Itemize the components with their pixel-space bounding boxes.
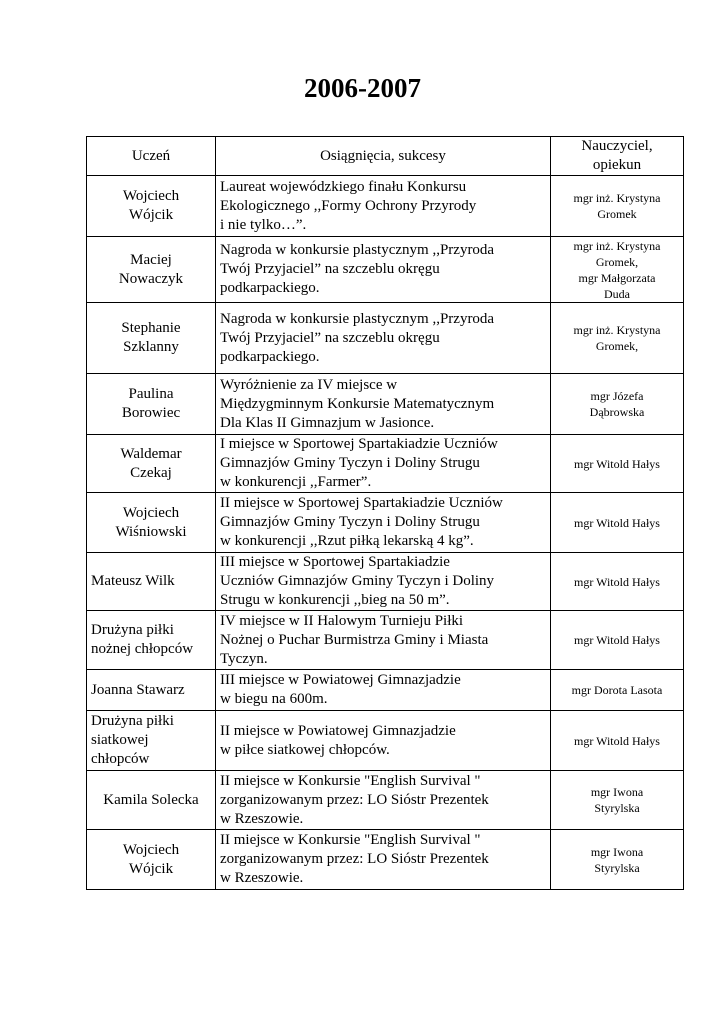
achievement-text: III miejsce w Powiatowej Gimnazjadzie w biegu na 600m. [216,670,551,711]
teacher-name: mgr Witold Hałys [551,493,684,553]
student-name: Maciej Nowaczyk [87,237,216,303]
table-row [87,493,684,553]
teacher-name: mgr Dorota Lasota [551,670,684,711]
achievement-text: Nagroda w konkursie plastycznym ,,Przyroda Twój Przyjaciel” na szczeblu okręgu podkarpackiego. [216,237,551,303]
table-row [87,374,684,435]
teacher-name: mgr inż. Krystyna Gromek, mgr Małgorzata Duda [551,237,684,303]
achievement-text: Wyróżnienie za IV miejsce w Międzygminnym Konkursie Matematycznym Dla Klas II Gimnazjum w Jasionce. [216,374,551,435]
achievements-table [86,136,684,890]
student-name: Joanna Stawarz [87,670,216,711]
teacher-name: mgr Witold Hałys [551,435,684,493]
table-row [87,553,684,611]
table-row [87,611,684,670]
student-name: Stephanie Szklanny [87,303,216,374]
teacher-name: mgr Iwona Styrylska [551,771,684,830]
table-row [87,771,684,830]
header-teacher: Nauczyciel, opiekun [551,137,684,176]
teacher-name: mgr Witold Hałys [551,611,684,670]
achievement-text: II miejsce w Konkursie "English Survival " zorganizowanym przez: LO Sióstr Prezentek w Rzeszowie. [216,771,551,830]
table-header-row [87,137,684,176]
table-row [87,176,684,237]
header-student: Uczeń [87,137,216,176]
page-title: 2006-2007 [304,73,421,103]
student-name: Wojciech Wiśniowski [87,493,216,553]
teacher-name: mgr Witold Hałys [551,711,684,771]
student-name: Paulina Borowiec [87,374,216,435]
table-row [87,830,684,890]
table-row [87,711,684,771]
achievement-text: I miejsce w Sportowej Spartakiadzie Uczniów Gimnazjów Gminy Tyczyn i Doliny Strugu w konkurencji ,,Farmer”. [216,435,551,493]
student-name: Mateusz Wilk [87,553,216,611]
table-row [87,303,684,374]
teacher-name: mgr Witold Hałys [551,553,684,611]
achievement-text: II miejsce w Sportowej Spartakiadzie Uczniów Gimnazjów Gminy Tyczyn i Doliny Strugu w konkurencji ,,Rzut piłką lekarską 4 kg”. [216,493,551,553]
achievement-text: Nagroda w konkursie plastycznym ,,Przyroda Twój Przyjaciel” na szczeblu okręgu podkarpackiego. [216,303,551,374]
achievement-text: II miejsce w Powiatowej Gimnazjadzie w piłce siatkowej chłopców. [216,711,551,771]
teacher-name: mgr Józefa Dąbrowska [551,374,684,435]
teacher-name: mgr inż. Krystyna Gromek [551,176,684,237]
table-row [87,237,684,303]
achievement-text: IV miejsce w II Halowym Turnieju Piłki Nożnej o Puchar Burmistrza Gminy i Miasta Tyczyn. [216,611,551,670]
student-name: Drużyna piłki nożnej chłopców [87,611,216,670]
student-name: Wojciech Wójcik [87,830,216,890]
teacher-name: mgr inż. Krystyna Gromek, [551,303,684,374]
student-name: Waldemar Czekaj [87,435,216,493]
student-name: Drużyna piłki siatkowej chłopców [87,711,216,771]
achievement-text: III miejsce w Sportowej Spartakiadzie Uczniów Gimnazjów Gminy Tyczyn i Doliny Strugu w konkurencji ,,bieg na 50 m”. [216,553,551,611]
header-achievements: Osiągnięcia, sukcesy [216,137,551,176]
student-name: Kamila Solecka [87,771,216,830]
teacher-name: mgr Iwona Styrylska [551,830,684,890]
achievement-text: II miejsce w Konkursie "English Survival " zorganizowanym przez: LO Sióstr Prezentek w Rzeszowie. [216,830,551,890]
student-name: Wojciech Wójcik [87,176,216,237]
table-row [87,670,684,711]
achievement-text: Laureat wojewódzkiego finału Konkursu Ekologicznego ,,Formy Ochrony Przyrody i nie tylko…”. [216,176,551,237]
table-row [87,435,684,493]
